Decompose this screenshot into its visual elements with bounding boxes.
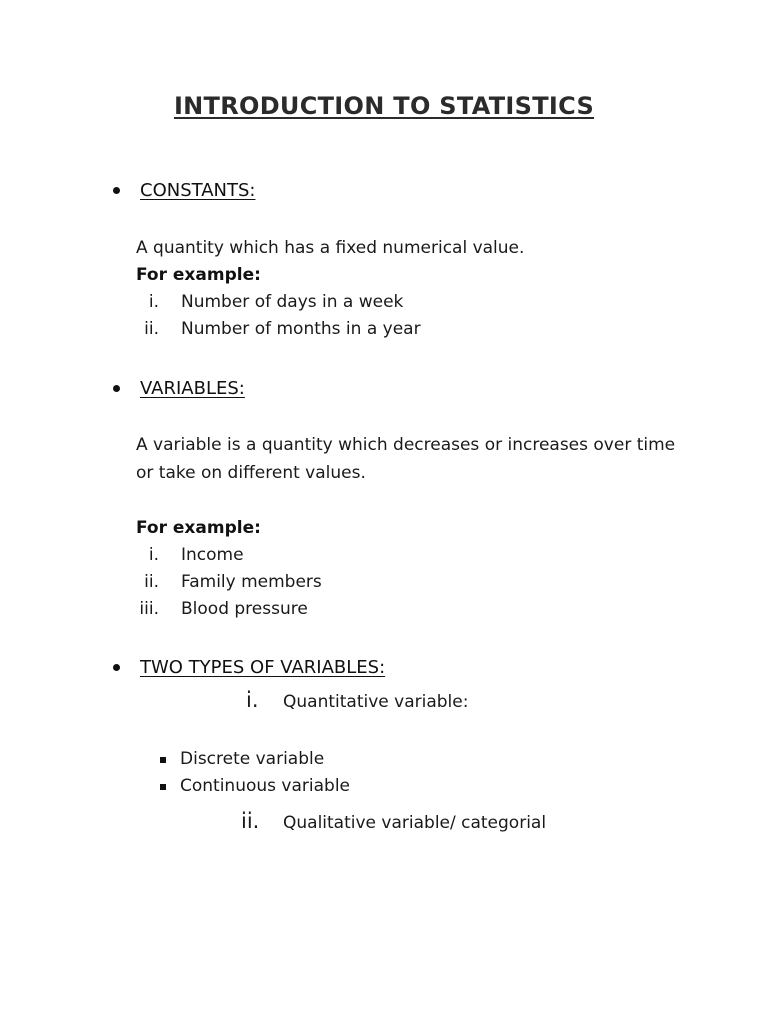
list-text: Blood pressure <box>181 599 308 619</box>
list-item <box>136 569 322 596</box>
section-heading-variables <box>108 378 245 399</box>
document-title: INTRODUCTION TO STATISTICS <box>173 92 595 120</box>
bullet-icon <box>113 664 120 671</box>
type-number-qualitative: ii. <box>241 809 260 833</box>
type-label-qualitative: Qualitative variable/ categorial <box>283 813 547 833</box>
list-item <box>136 316 421 343</box>
list-text: Number of months in a year <box>181 319 421 339</box>
heading-text: TWO TYPES OF VARIABLES: <box>140 657 386 678</box>
list-text: Continuous variable <box>180 776 350 796</box>
type-label-quantitative: Quantitative variable: <box>283 692 469 712</box>
list-item <box>136 542 244 569</box>
list-number: i. <box>148 545 159 565</box>
constants-example-label: For example: <box>136 265 261 285</box>
type-number-quantitative: i. <box>246 688 259 712</box>
list-number: i. <box>148 292 159 312</box>
list-number: ii. <box>144 572 159 592</box>
bullet-icon <box>113 385 120 392</box>
section-heading-types <box>108 657 385 678</box>
list-text: Income <box>181 545 244 565</box>
variables-example-label: For example: <box>136 518 261 538</box>
list-number: ii. <box>144 319 159 339</box>
list-text: Family members <box>181 572 322 592</box>
list-item <box>136 596 308 623</box>
list-item <box>160 746 324 773</box>
list-item <box>136 289 404 316</box>
variables-definition: A variable is a quantity which decreases or increases over time or take on different values. <box>136 435 676 483</box>
list-text: Discrete variable <box>180 749 325 769</box>
bullet-icon <box>113 187 120 194</box>
square-bullet-icon <box>160 784 166 790</box>
section-heading-constants <box>108 180 256 201</box>
list-number: iii. <box>139 599 159 619</box>
square-bullet-icon <box>160 757 166 763</box>
constants-definition: A quantity which has a fixed numerical value. <box>136 238 525 258</box>
list-item <box>160 773 350 800</box>
heading-text: VARIABLES: <box>140 378 245 399</box>
list-text: Number of days in a week <box>181 292 404 312</box>
heading-text: CONSTANTS: <box>140 180 256 201</box>
